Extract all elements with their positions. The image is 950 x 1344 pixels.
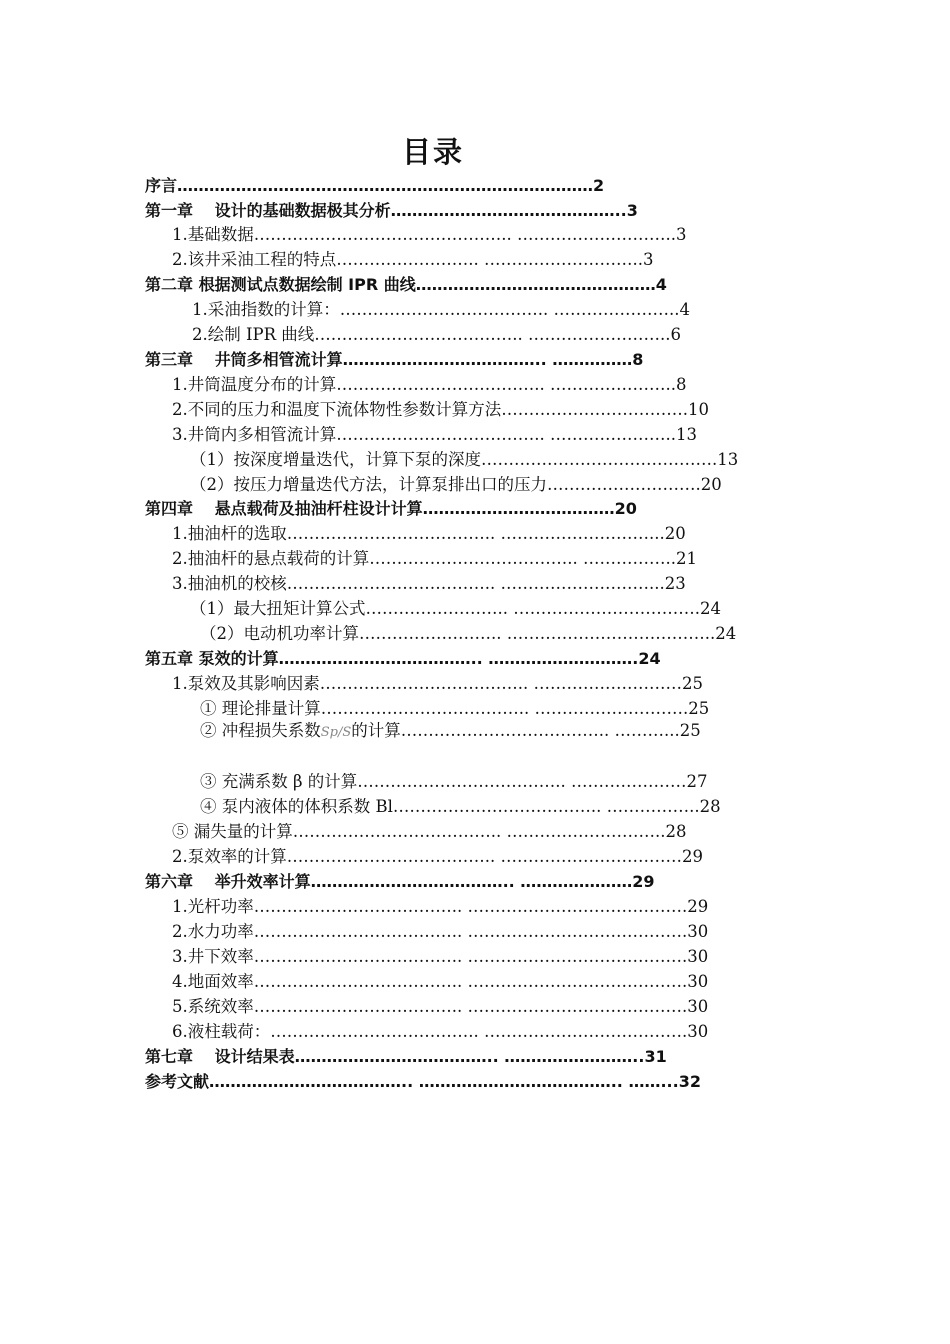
toc-entry-text: 2.不同的压力和温度下流体物性参数计算方法…………………………….10: [172, 400, 709, 419]
toc-entry-text: （2）按压力增量迭代方法，计算泵排出口的压力……………………….20: [190, 475, 722, 494]
toc-entry-text: （2）电动机功率计算…………………….. ………………………………..24: [200, 624, 737, 643]
toc-section-entry: [190, 449, 738, 471]
toc-entry-text: 第一章 设计的基础数据极其分析……………………………………..3: [145, 201, 638, 220]
toc-entry-text: （1）最大扭矩计算公式…………………….. …………………………….24: [190, 599, 721, 618]
toc-entry-text: 第二章 根据测试点数据绘制 IPR 曲线………………………………………4: [145, 275, 667, 294]
toc-entry-text: 1.采油指数的计算：……………………………….. …………………..4: [192, 300, 690, 319]
toc-entry-text: 5.系统效率……………………………….. ………………………………….30: [172, 997, 709, 1016]
toc-section-entry: [200, 717, 701, 745]
toc-entry-text: 3.井筒内多相管流计算……………………………….. …………………..13: [172, 425, 697, 444]
toc-entry-text: 2.抽油杆的悬点载荷的计算……………………………….. ……………..21: [172, 549, 697, 568]
toc-section-entry: [172, 846, 703, 868]
toc-section-entry: [172, 548, 697, 570]
toc-section-entry: [200, 623, 736, 645]
toc-section-entry: [172, 896, 708, 918]
toc-entry-text: 序言……………………………………………………………………2: [145, 176, 605, 195]
toc-chapter-entry: [145, 1046, 667, 1068]
toc-entry-text: 2.水力功率……………………………….. ………………………………….30: [172, 922, 709, 941]
toc-entry-text: 3.井下效率……………………………….. ………………………………….30: [172, 947, 709, 966]
toc-entry-text: ④ 泵内液体的体积系数 Bl……………………………….. ……………..28: [200, 797, 721, 816]
toc-section-entry: [172, 523, 686, 545]
toc-section-entry: [190, 598, 721, 620]
toc-entry-text: 3.抽油机的校核……………………………….. ………………………...23: [172, 574, 686, 593]
toc-section-entry: [172, 821, 686, 843]
toc-section-entry: [172, 374, 686, 396]
toc-chapter-entry: [145, 1071, 701, 1093]
toc-section-entry: [172, 399, 709, 421]
toc-section-entry: [172, 946, 708, 968]
toc-section-entry: [192, 299, 690, 321]
toc-chapter-entry: [145, 349, 643, 371]
toc-entry-text: 4.地面效率……………………………….. ………………………………….30: [172, 972, 709, 991]
toc-section-entry: [172, 921, 708, 943]
toc-section-entry: [172, 1021, 708, 1043]
toc-chapter-entry: [145, 175, 604, 197]
toc-section-entry: [172, 224, 686, 246]
toc-entry-text: 参考文献……………………………….. ……………………………….. ……...32: [145, 1072, 701, 1091]
toc-entry-text: 第五章 泵效的计算……………………………….. ……………………….24: [145, 649, 661, 668]
toc-section-entry: [190, 474, 722, 496]
toc-entry-text: 1.井筒温度分布的计算……………………………….. …………………..8: [172, 375, 687, 394]
toc-entry-tail: 的计算……………………………….. ………...25: [351, 721, 701, 740]
formula-sp-over-s: Sp/S: [320, 725, 352, 740]
toc-entry-text: 1.抽油杆的选取……………………………….. ………………………...20: [172, 524, 686, 543]
toc-entry-text: 1.泵效及其影响因素……………………………….. ………………………25: [172, 674, 703, 693]
toc-chapter-entry: [145, 871, 655, 893]
toc-section-entry: [172, 573, 686, 595]
toc-section-entry: [192, 324, 681, 346]
toc-section-entry: [172, 971, 708, 993]
toc-entry-text: 2.绘制 IPR 曲线……………………………….. ……………………..6: [192, 325, 681, 344]
toc-entry-text: ⑤ 漏失量的计算……………………………….. ………………………..28: [172, 822, 687, 841]
toc-chapter-entry: [145, 274, 667, 296]
toc-chapter-entry: [145, 498, 637, 520]
toc-entry-text: ① 理论排量计算……………………………….. ……………………….25: [200, 699, 710, 718]
toc-entry-text: 1.光杆功率……………………………….. ………………………………….29: [172, 897, 709, 916]
toc-section-entry: [200, 796, 721, 818]
toc-chapter-entry: [145, 648, 661, 670]
toc-entry-text: ② 冲程损失系数: [200, 721, 321, 740]
toc-section-entry: [172, 673, 703, 695]
toc-entry-text: ③ 充满系数 β 的计算……………………………….. …………………27: [200, 772, 708, 791]
toc-entry-text: 第七章 设计结果表……………………………….. ……………………..31: [145, 1047, 667, 1066]
page-title: 目录: [401, 135, 464, 169]
toc-section-entry: [172, 249, 653, 271]
toc-chapter-entry: [145, 200, 638, 222]
toc-section-entry: [172, 424, 697, 446]
toc-entry-text: 第六章 举升效率计算……………………………….. …………………29: [145, 872, 655, 891]
toc-entry-text: 2.泵效率的计算……………………………….. ……………………………29: [172, 847, 703, 866]
toc-section-entry: [172, 996, 708, 1018]
toc-entry-text: 第四章 悬点载荷及抽油杆柱设计计算………………………………20: [145, 499, 637, 518]
toc-entry-text: （1）按深度增量迭代，计算下泵的深度…………………………………….13: [190, 450, 739, 469]
toc-entry-text: 6.液柱载荷：……………………………….. ……………………………….30: [172, 1022, 709, 1041]
toc-entry-text: 1.基础数据……………………………………….. ………………………..3: [172, 225, 687, 244]
toc-section-entry: [200, 771, 708, 793]
toc-entry-text: 第三章 井筒多相管流计算……………………………….. ……………8: [145, 350, 644, 369]
toc-entry-text: 2.该井采油工程的特点…………………….. ………………………..3: [172, 250, 654, 269]
